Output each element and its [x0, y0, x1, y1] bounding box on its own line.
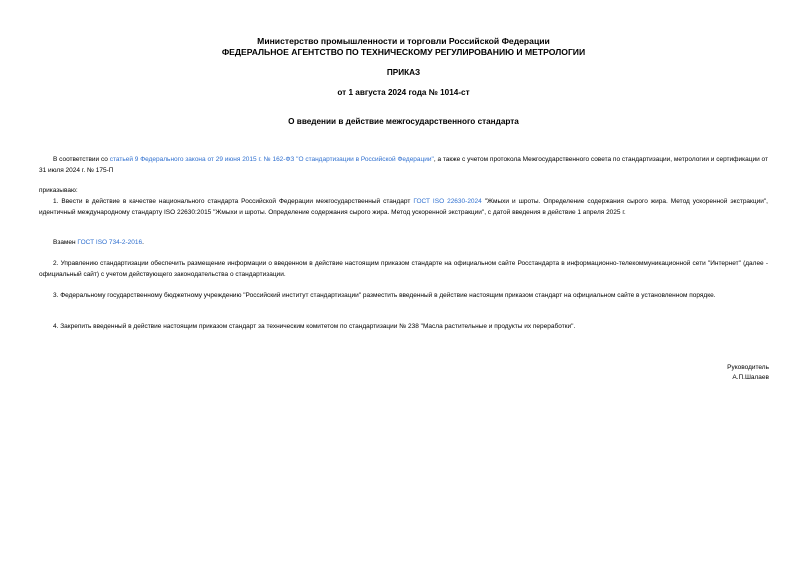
- item-1-suffix: "Жмыхи и шроты. Определение содержания сырого жира. Метод ускоренной экстракции", идентичный международному стандарту ISO 22630:2015 "Жмыхи и шроты. Определение содержания сырого жира. Метод ускоренной экстракции", с датой введения в действие 1 апреля 2025 г.: [39, 198, 768, 216]
- item-1-prefix: 1. Ввести в действие в качестве национального стандарта Российской Федерации межгосударственный стандарт: [53, 198, 414, 205]
- item-4-paragraph: 4. Закрепить введенный в действие настоящим приказом стандарт за техническим комитетом по стандартизации № 238 "Масла растительные и продукты их переработки".: [53, 323, 576, 330]
- agency-heading: ФЕДЕРАЛЬНОЕ АГЕНТСТВО ПО ТЕХНИЧЕСКОМУ РЕГУЛИРОВАНИЮ И МЕТРОЛОГИИ: [221, 47, 586, 57]
- ministry-heading: Министерство промышленности и торговли Российской Федерации: [257, 36, 550, 46]
- signature-position: Руководитель: [727, 364, 769, 371]
- intro-paragraph: [39, 155, 768, 176]
- item-2-paragraph: 2. Управлению стандартизации обеспечить размещение информации о введенном в действие настоящим приказом стандарте на официальном сайте Росстандарта в информационно-телекоммуникационной сети "Интернет" (далее - официальный сайт) с учетом действующего законодательства о стандартизации.: [39, 260, 768, 278]
- intro-prefix: В соответствии со: [53, 156, 110, 163]
- item-1-paragraph: [39, 197, 768, 218]
- gost-734-link[interactable]: ГОСТ ISO 734-2-2016: [77, 239, 143, 246]
- document-title: О введении в действие межгосударственного стандарта: [288, 117, 519, 126]
- replace-suffix: .: [142, 239, 144, 246]
- replace-paragraph: [39, 238, 768, 249]
- intro-suffix: , а также с учетом протокола Межгосударственного совета по стандартизации, метрологии и сертификации от 31 июля 2024 г. № 175-П: [39, 156, 768, 174]
- order-word: приказываю:: [39, 187, 78, 194]
- document-date-number: от 1 августа 2024 года № 1014-ст: [337, 88, 470, 97]
- item-3-paragraph: 3. Федеральному государственному бюджетному учреждению "Российский институт стандартизации" разместить введенный в действие настоящим приказом стандарт на официальном сайте в установленном порядке.: [53, 292, 716, 299]
- document-type: ПРИКАЗ: [386, 68, 421, 77]
- signature-name: А.П.Шалаев: [732, 374, 769, 381]
- replace-prefix: Взамен: [53, 239, 78, 246]
- federal-law-link[interactable]: статьей 9 Федерального закона от 29 июня 2015 г. № 162-ФЗ "О стандартизации в Российской Федерации": [109, 156, 434, 163]
- gost-22630-link[interactable]: ГОСТ ISO 22630-2024: [413, 198, 482, 205]
